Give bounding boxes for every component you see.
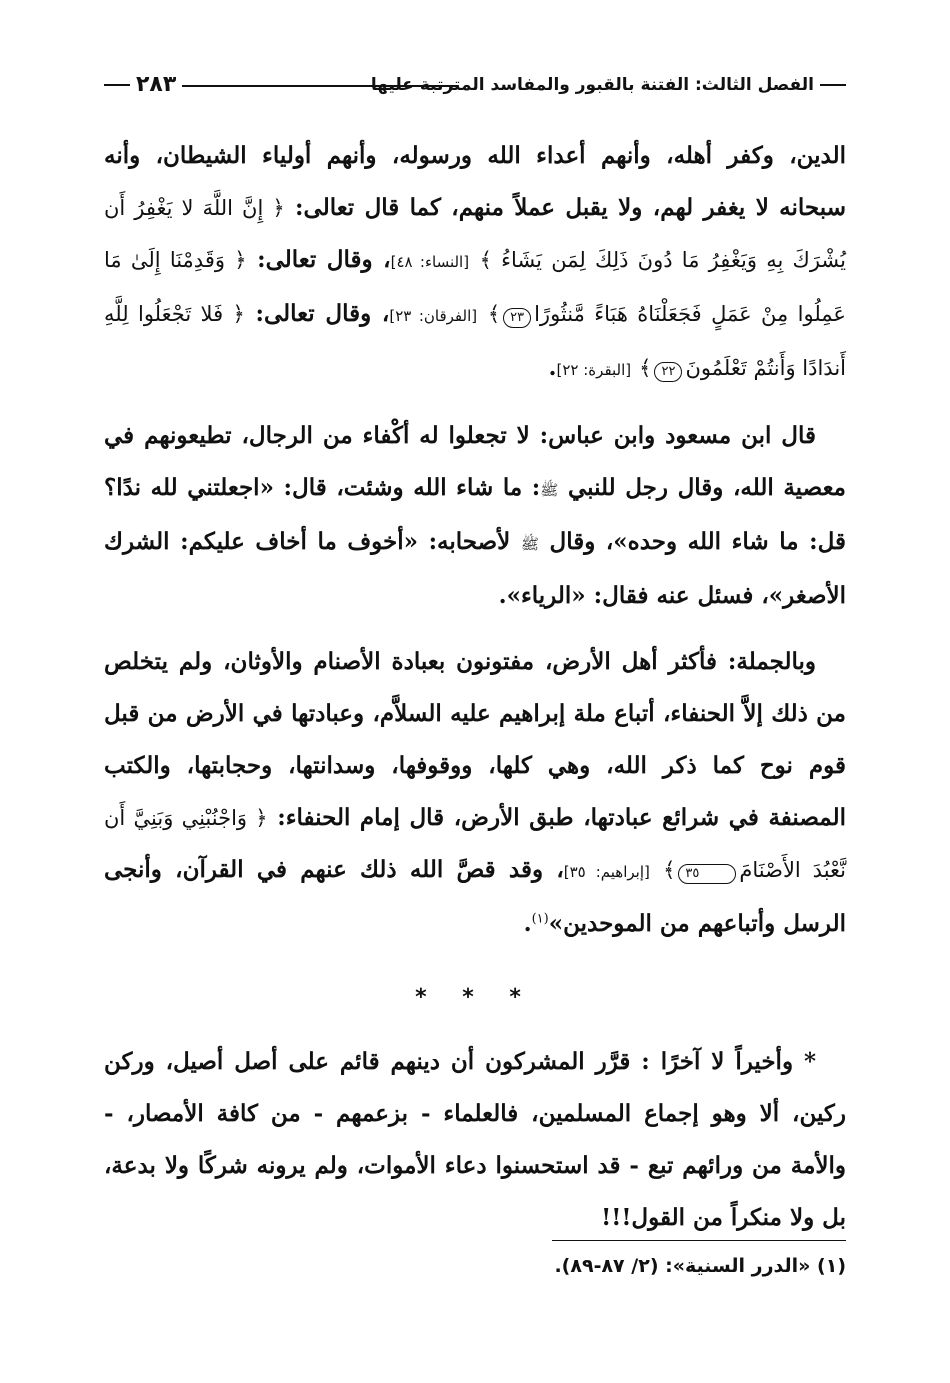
verse-reference-furqan: [الفرقان: ٢٣]	[389, 307, 478, 325]
verse-close-bracket: ﴾	[663, 858, 676, 882]
ayah-number-badge: ٢٢	[654, 362, 682, 382]
paragraph-1-text-3: ، وقال تعالى:	[244, 300, 390, 327]
paragraph-1-text-2: ، وقال تعالى:	[246, 246, 391, 273]
verse-close-bracket: ﴾	[639, 356, 652, 380]
paragraph-1-text: الدين، وكفر أهله، وأنهم أعداء الله ورسوله، وأنهم أولياء الشيطان، وأنه سبحانه لا يغفر لهم، ولا يقبل عملاً منهم، كما قال تعالى:	[104, 142, 846, 221]
paragraph-2-text: قال ابن مسعود وابن عباس: لا تجعلوا له أكْفاء من الرجال، تطيعونهم في معصية الله، وقال رجل للنبي	[104, 422, 846, 501]
ayah-number-badge: ٣٥	[678, 864, 736, 884]
footnote: (١) «الدرر السنية»: (٢/ ٨٧-٨٩).	[554, 1255, 846, 1277]
ayah-number-badge: ٢٣	[503, 308, 531, 328]
paragraph-3	[104, 636, 846, 950]
quran-verse-nisa: ﴿ إِنَّ اللَّهَ لا يَغْفِرُ أَن يُشْرَكَ بِهِ وَيَغْفِرُ مَا دُونَ ذَلِكَ لِمَن يَشَاءُ ﴾	[104, 196, 846, 272]
salawat-glyph: ﷺ	[540, 481, 559, 499]
section-separator: * * *	[415, 985, 535, 1010]
page-number: ٢٨٣	[104, 68, 182, 102]
quran-verse-baqara: ﴿ فَلا تَجْعَلُوا لِلَّهِ أَندَادًا وَأَنتُمْ تَعْلَمُونَ	[104, 302, 846, 380]
verse-close-bracket: ﴾	[487, 302, 501, 326]
verse-reference-nisa: [النساء: ٤٨]	[390, 253, 470, 271]
paragraph-2-text-2: : ما شاء الله وشئت، قال: «اجعلتني لله ندًا؟ قل: ما شاء الله وحده»، وقال	[104, 474, 846, 555]
paragraph-2-text-3: لأصحابه: «أخوف ما أخاف عليكم: الشرك الأصغر»، فسئل عنه فقال: «الرياء».	[104, 528, 846, 609]
quran-verse-furqan: ﴿ وَقَدِمْنَا إِلَىٰ مَا عَمِلُوا مِنْ عَمَلٍ فَجَعَلْنَاهُ هَبَاءً مَّنثُورًا	[104, 248, 846, 326]
header-rule	[179, 85, 456, 87]
paragraph-2	[104, 410, 846, 622]
paragraph-4: * وأخيراً لا آخرًا : قرَّر المشركون أن دينهم قائم على أصل أصيل، وركن ركين، ألا وهو إجماع المسلمين، فالعلماء - بزعمهم - من كافة الأمصار، - والأمة من ورائهم تبع - قد استحسنوا دعاء الأموات، ولم يرونه شركًا ولا بدعة، بل ولا منكراً من القول!!!	[104, 1048, 846, 1231]
paragraph-3-text: وبالجملة: فأكثر أهل الأرض، مفتونون بعبادة الأصنام والأوثان، ولم يتخلص من ذلك إلاَّ الحنفاء، أتباع ملة إبراهيم عليه السلاَّم، وعبادتها في الأرض من قبل قوم نوح كما ذكر الله، وهي كلها، ووقوفها، وسدانتها، وحجابتها، والكتب المصنفة في شرائع عبادتها، طبق الأرض، قال إمام الحنفاء:	[104, 648, 847, 831]
verse-reference-baqara: [البقرة: ٢٢]	[556, 361, 632, 379]
quran-verse-ibrahim: ﴿ وَاجْنُبْنِي وَبَنِيَّ أَن نَّعْبُدَ الأَصْنَامَ	[104, 806, 847, 882]
paragraph-3-end: .	[523, 910, 532, 937]
footnote-marker[interactable]: (١)	[531, 911, 549, 927]
page-header	[104, 68, 846, 108]
paragraph-1	[104, 130, 846, 396]
footnote-divider	[552, 1240, 846, 1241]
main-text	[104, 130, 846, 1244]
salawat-glyph: ﷺ	[520, 535, 539, 553]
verse-reference-ibrahim: [إبراهيم: ٣٥]	[563, 863, 650, 881]
paragraph-3-text-2: ، وقد قصَّ الله ذلك عنهم في القرآن، وأنجى الرسل وأتباعهم من الموحدين»	[104, 856, 846, 937]
chapter-title: الفصل الثالث: الفتنة بالقبور والمفاسد المترتبة عليها	[363, 68, 846, 102]
paragraph-1-end: .	[548, 354, 557, 381]
